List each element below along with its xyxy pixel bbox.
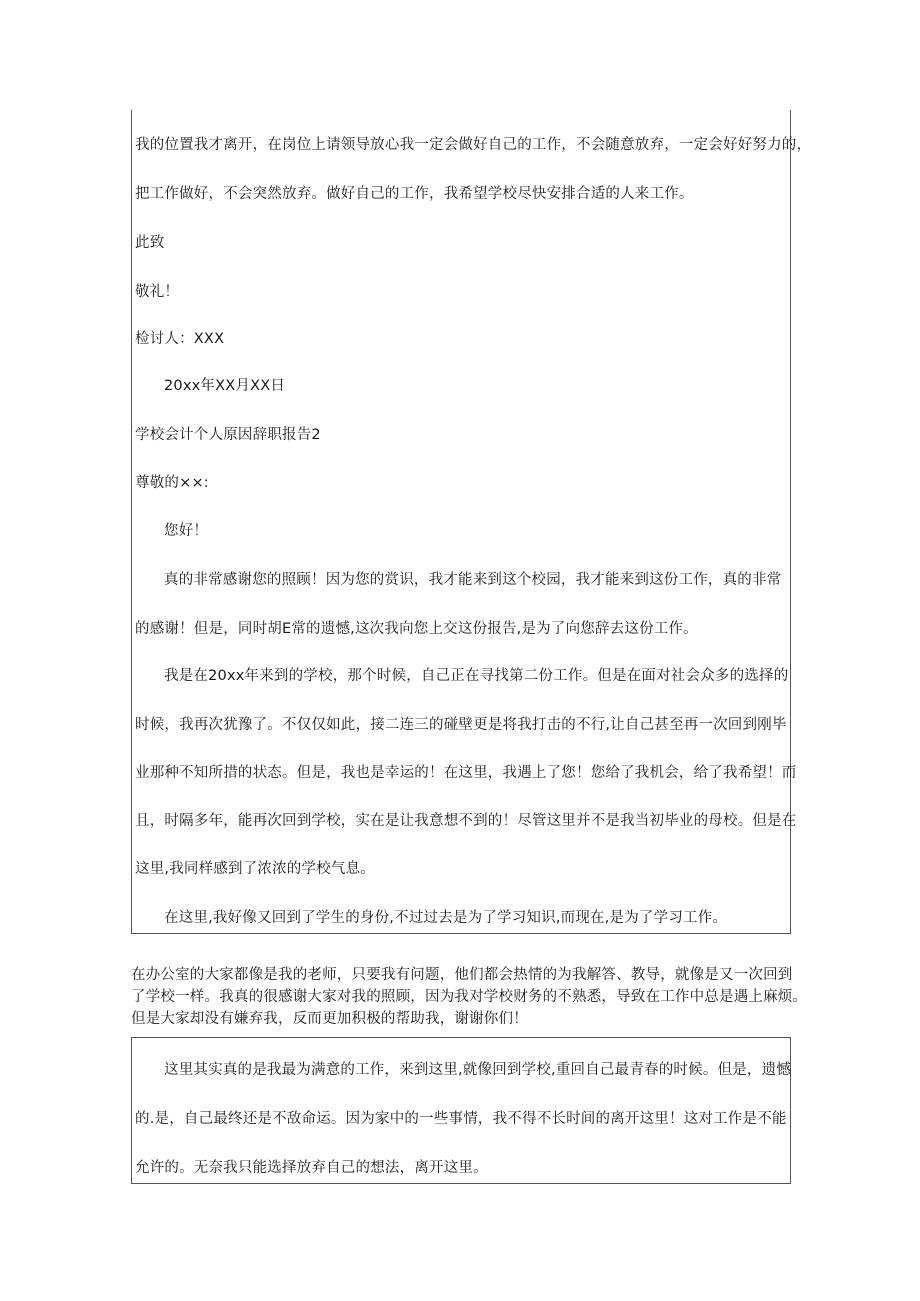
middle-paragraph bbox=[131, 964, 808, 1030]
paragraph-line: 真的非常感谢您的照顾！因为您的赏识，我才能来到这个校园，我才能来到这份工作，真的非常 bbox=[164, 572, 782, 588]
paragraph-line: 了学校一样。我真的很感谢大家对我的照顾，因为我对学校财务的不熟悉，导致在工作中总是遇上麻烦。 bbox=[131, 989, 808, 1005]
closing-salutation: 此致 bbox=[135, 235, 165, 251]
paragraph-line: 的感谢！但是，同时胡E常的遗憾,这次我向您上交这份报告,是为了向您辞去这份工作。 bbox=[135, 621, 698, 637]
section-title: 学校会计个人原因辞职报告2 bbox=[135, 427, 321, 443]
paragraph-line: 业那种不知所措的状态。但是，我也是幸运的！在这里，我遇上了您！您给了我机会，给了我希望！而 bbox=[135, 765, 797, 781]
paragraph-line: 在办公室的大家都像是我的老师，只要我有问题，他们都会热情的为我解答、教导，就像是又一次回到 bbox=[131, 967, 793, 983]
paragraph-line: 且，时隔多年，能再次回到学校，实在是让我意想不到的！尽管这里并不是我当初毕业的母校。但是在 bbox=[135, 813, 797, 829]
paragraph-line: 允许的。无奈我只能选择放弃自己的想法，离开这里。 bbox=[135, 1160, 488, 1176]
paragraph-line: 但是大家却没有嫌弃我，反而更加积极的帮助我，谢谢你们！ bbox=[131, 1011, 528, 1027]
paragraph-line: 把工作做好，不会突然放弃。做好自己的工作，我希望学校尽快安排合适的人来工作。 bbox=[135, 186, 694, 202]
date-line: 20xx年XX月XX日 bbox=[164, 378, 286, 394]
greeting-recipient: 尊敬的××: bbox=[135, 475, 209, 491]
greeting-hello: 您好！ bbox=[164, 523, 209, 539]
paragraph-line: 这里其实真的是我最为满意的工作，来到这里,就像回到学校,重回自己最青春的时候。但是，遗憾 bbox=[164, 1062, 792, 1078]
paragraph-line: 我是在20xx年来到的学校，那个时候，自己正在寻找第二份工作。但是在面对社会众多的选择的 bbox=[164, 668, 789, 684]
paragraph-line: 时候，我再次犹豫了。不仅仅如此，接二连三的碰壁更是将我打击的不行,让自己甚至再一次回到刚毕 bbox=[135, 717, 787, 733]
paragraph-line: 在这里,我好像又回到了学生的身份,不过过去是为了学习知识,而现在,是为了学习工作。 bbox=[164, 910, 728, 926]
signature-line: 检讨人：XXX bbox=[135, 331, 225, 347]
paragraph-line: 的.是，自己最终还是不敌命运。因为家中的一些事情，我不得不长时间的离开这里！这对工作是不能 bbox=[135, 1111, 787, 1127]
closing-regards: 敬礼！ bbox=[135, 284, 180, 300]
paragraph-line: 这里,我同样感到了浓浓的学校气息。 bbox=[135, 861, 376, 877]
paragraph-line: 我的位置我才离开，在岗位上请领导放心我一定会做好自己的工作，不会随意放弃，一定会好好努力的， bbox=[135, 137, 812, 153]
